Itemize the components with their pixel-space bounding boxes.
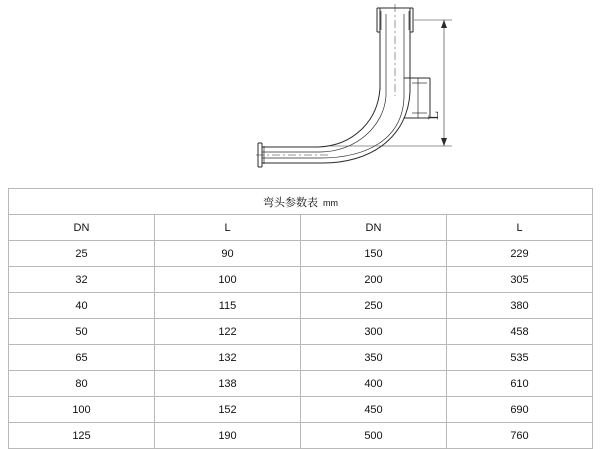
cell-dn-2: 250 (301, 293, 447, 319)
table-row (9, 293, 593, 319)
cell-dn-1: 40 (9, 293, 155, 319)
cell-dn-1: 50 (9, 319, 155, 345)
cell-l-2: 760 (447, 423, 593, 449)
cell-l-2: 229 (447, 241, 593, 267)
table-row (9, 371, 593, 397)
cell-dn-2: 300 (301, 319, 447, 345)
table-row (9, 319, 593, 345)
cell-l-1: 190 (155, 423, 301, 449)
cell-dn-2: 150 (301, 241, 447, 267)
table-row (9, 397, 593, 423)
cell-l-2: 610 (447, 371, 593, 397)
cell-l-1: 138 (155, 371, 301, 397)
cell-l-1: 100 (155, 267, 301, 293)
parameter-table-container (8, 188, 592, 449)
cell-dn-1: 65 (9, 345, 155, 371)
table-row (9, 241, 593, 267)
column-header-dn-1: DN (9, 215, 155, 241)
cell-l-2: 535 (447, 345, 593, 371)
table-title-row (9, 189, 593, 215)
cell-dn-2: 500 (301, 423, 447, 449)
cell-dn-1: 125 (9, 423, 155, 449)
table-row (9, 345, 593, 371)
cell-dn-2: 400 (301, 371, 447, 397)
cell-dn-1: 80 (9, 371, 155, 397)
elbow-parameter-table (8, 188, 593, 449)
column-header-l-1: L (155, 215, 301, 241)
elbow-drawing (0, 0, 601, 186)
cell-l-1: 115 (155, 293, 301, 319)
column-header-l-2: L (447, 215, 593, 241)
column-header-dn-2: DN (301, 215, 447, 241)
dimension-label-L: L (426, 110, 442, 120)
cell-dn-1: 32 (9, 267, 155, 293)
cell-l-2: 458 (447, 319, 593, 345)
table-title-cell (9, 189, 593, 215)
cell-dn-2: 350 (301, 345, 447, 371)
cell-l-1: 122 (155, 319, 301, 345)
cell-l-1: 90 (155, 241, 301, 267)
table-row (9, 267, 593, 293)
cell-l-1: 152 (155, 397, 301, 423)
cell-dn-2: 200 (301, 267, 447, 293)
table-header-row (9, 215, 593, 241)
cell-l-2: 305 (447, 267, 593, 293)
table-row (9, 423, 593, 449)
table-title: 弯头参数表 (263, 196, 318, 209)
cell-dn-1: 100 (9, 397, 155, 423)
cell-l-2: 380 (447, 293, 593, 319)
cell-l-2: 690 (447, 397, 593, 423)
cell-dn-1: 25 (9, 241, 155, 267)
table-unit: mm (323, 197, 338, 208)
cell-l-1: 132 (155, 345, 301, 371)
cell-dn-2: 450 (301, 397, 447, 423)
